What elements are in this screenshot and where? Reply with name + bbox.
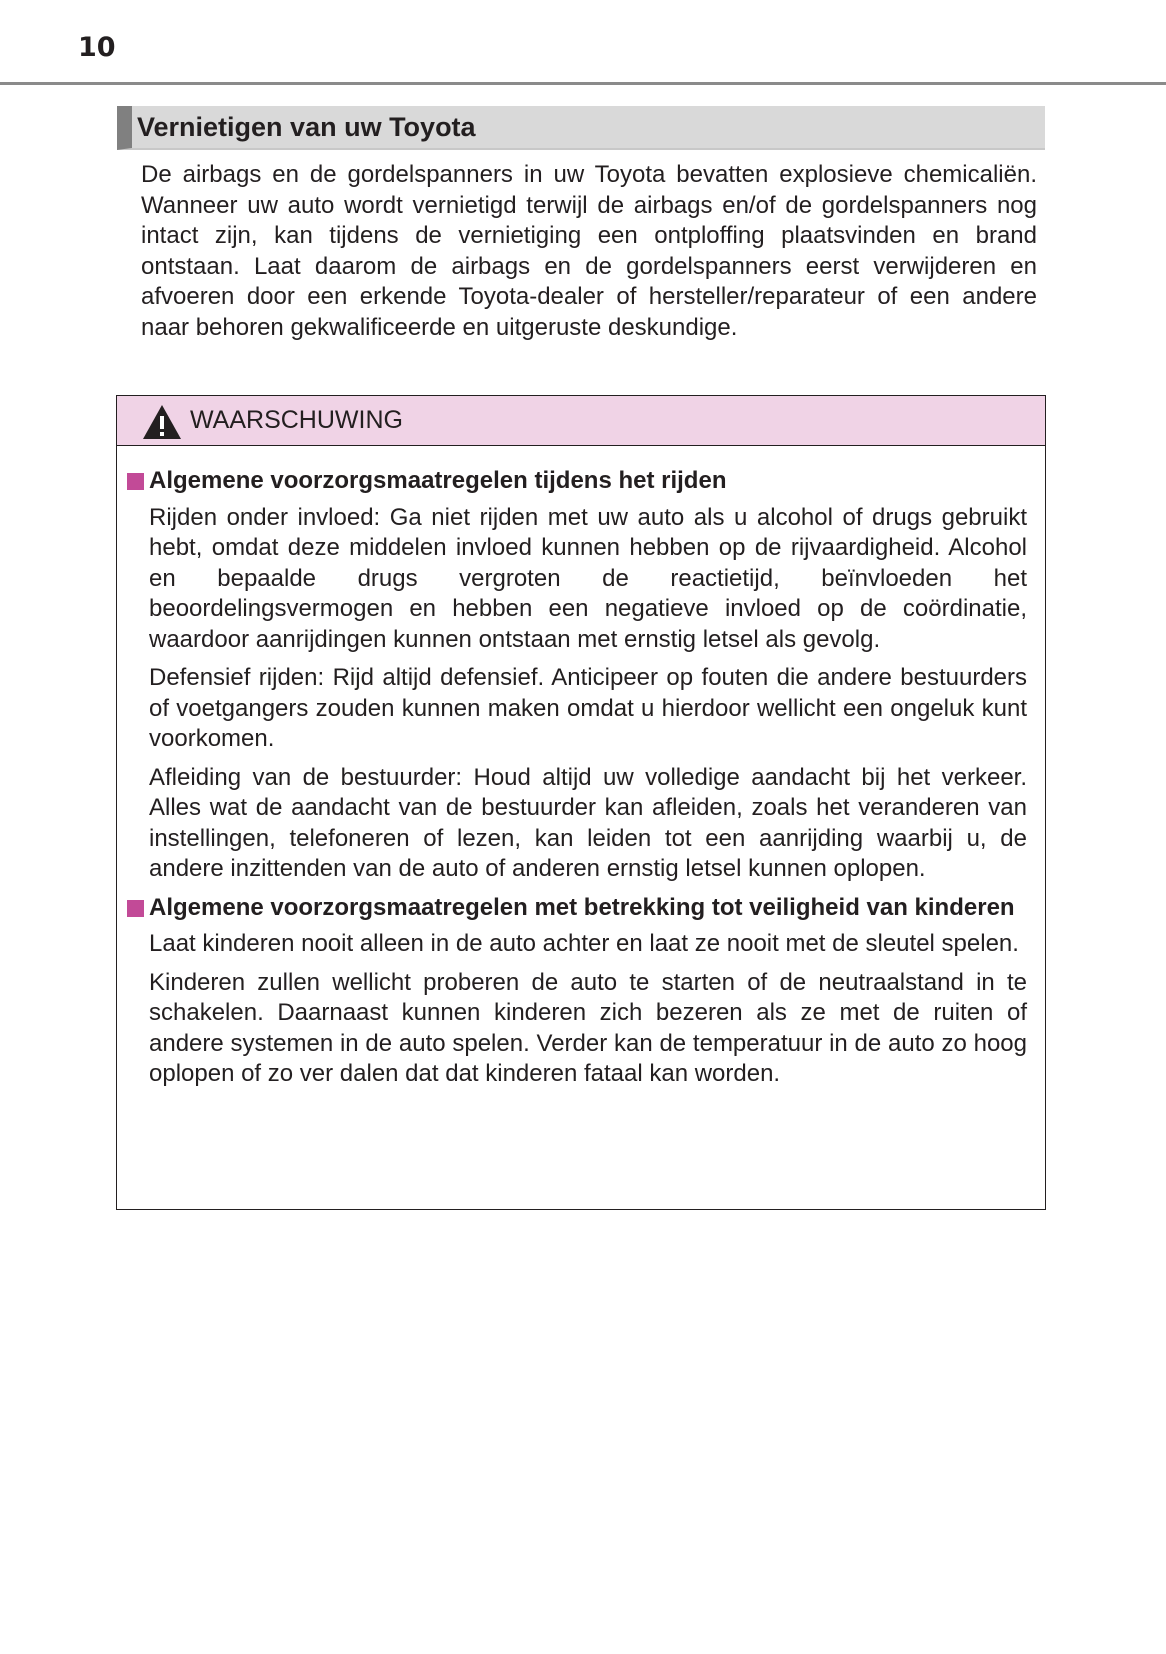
warning-header: [117, 396, 1045, 446]
header-rule: [0, 82, 1166, 85]
warning-paragraph: Defensief rijden: Rijd altijd defensief. Anticipeer op fouten die andere bestuurders of voetgangers zouden kunnen maken omdat u hierdoor wellicht een ongeluk kunt voorkomen.: [149, 664, 1027, 752]
warning-triangle-icon: [142, 404, 182, 440]
intro-paragraph: De airbags en de gordelspanners in uw Toyota bevatten explosieve chemicaliën. Wanneer uw auto wordt vernietigd terwijl de airbags en/of de gordelspanners nog intact zijn, kan tijdens de vernietiging een ontploffing plaatsvinden en brand ontstaan. Laat daarom de airbags en de gordelspanners eerst verwijderen en afvoeren door een erkende Toyota-dealer of hersteller/reparateur of een andere naar behoren gekwalificeerde en uitgeruste deskundige.: [141, 161, 1037, 341]
warning-paragraph: Afleiding van de bestuurder: Houd altijd uw volledige aandacht bij het verkeer. Alles wat de aandacht van de bestuurder kan afleiden, zoals het veranderen van instellingen, telefoneren of lezen, kan leiden tot een aanrijding waarbij u, de andere inzittenden van de auto of anderen ernstig letsel kunnen oplopen.: [149, 763, 1027, 882]
subheading-text: Algemene voorzorgsmaatregelen met betrekking tot veiligheid van kinderen: [149, 893, 1015, 921]
warning-subheading: [127, 893, 1027, 924]
warning-paragraph: Kinderen zullen wellicht proberen de auto te starten of de neutraalstand in te schakelen. Daarnaast kunnen kinderen zich bezeren als ze met de ruiten of andere systemen in de auto spelen. Verder kan de temperatuur in de auto zo hoog oplopen of zo ver dalen dat dat kinderen fataal kan worden.: [149, 968, 1027, 1087]
subheading-text: Algemene voorzorgsmaatregelen tijdens het rijden: [149, 467, 727, 494]
warning-body: [117, 446, 1045, 1090]
section-heading: Vernietigen van uw Toyota: [117, 106, 1045, 150]
warning-paragraph: Laat kinderen nooit alleen in de auto achter en laat ze nooit met de sleutel spelen.: [149, 930, 1019, 957]
warning-label: WAARSCHUWING: [190, 406, 403, 434]
warning-subheading: [127, 466, 1027, 497]
warning-box: [116, 395, 1046, 1210]
square-bullet-icon: [127, 473, 144, 490]
page-number: 10: [78, 32, 116, 63]
square-bullet-icon: [127, 900, 144, 917]
warning-paragraph: Rijden onder invloed: Ga niet rijden met uw auto als u alcohol of drugs gebruikt hebt, omdat deze middelen invloed kunnen hebben op de rijvaardigheid. Alcohol en bepaalde drugs vergroten de reactietijd, beïnvloeden het beoordelingsvermogen en hebben een negatieve invloed op de coördinatie, waardoor aanrijdingen kunnen ontstaan met ernstig letsel als gevolg.: [149, 503, 1027, 653]
